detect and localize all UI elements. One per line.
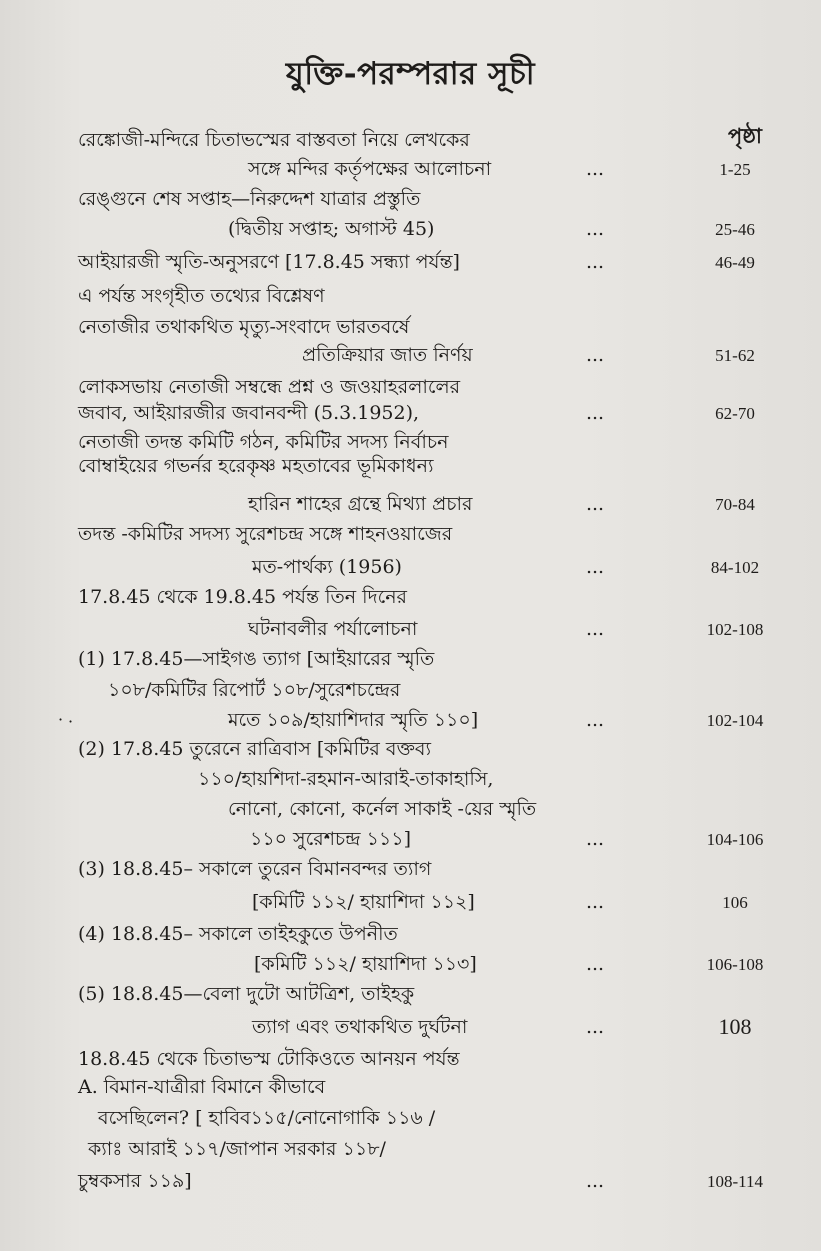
toc-entry-text: বোম্বাইয়ের গভর্নর হরেকৃষ্ণ মহতাবের ভূমিকাধন্য <box>78 455 434 477</box>
page-range: 51-62 <box>715 346 755 365</box>
toc-entry-text: (1) 17.8.45—সাইগঙ ত্যাগ [আইয়ারের স্মৃতি <box>78 648 435 670</box>
leader-dots: ... <box>585 344 605 366</box>
page-range: 106 <box>722 893 748 912</box>
leader-dots: ... <box>585 828 605 850</box>
leader-dots: ... <box>585 709 605 731</box>
toc-entry-text: চুম্বকসার ১১৯] <box>78 1170 192 1192</box>
page-range: 108-114 <box>706 1172 764 1191</box>
toc-entry-text: ১১০ সুরেশচন্দ্র ১১১] <box>250 828 411 850</box>
toc-entry-text: ক্যাঃ আরাই ১১৭/জাপান সরকার ১১৮/ <box>88 1138 386 1160</box>
page-range: 106-108 <box>706 955 764 974</box>
page-range: 102-108 <box>706 620 764 639</box>
toc-entry-text: ত্যাগ এবং তথাকথিত দুর্ঘটনা <box>252 1016 468 1038</box>
toc-entry-text: ১১০/হায়শিদা-রহমান-আরাই-তাকাহাসি, <box>198 768 494 790</box>
leader-dots: ... <box>585 251 605 273</box>
toc-entry-text: [কমিটি ১১২/ হায়াশিদা ১১৩] <box>254 953 477 975</box>
toc-entry-text: সঙ্গে মন্দির কর্তৃপক্ষের আলোচনা <box>248 158 492 180</box>
stray-mark: · <box>68 712 74 731</box>
page-title: যুক্তি-পরম্পরার সূচী <box>285 56 536 92</box>
leader-dots: ... <box>585 618 605 640</box>
toc-entry-text: (4) 18.8.45– সকালে তাইহকুতে উপনীত <box>78 923 398 945</box>
toc-entry-text: বসেছিলেন? [ হাবিব১১৫/নোনোগাকি ১১৬ / <box>98 1107 436 1129</box>
leader-dots: ... <box>585 402 605 424</box>
page-range: 108 <box>718 1014 752 1039</box>
toc-entry-text: আইয়ারজী স্মৃতি-অনুসরণে [17.8.45 সন্ধ্যা পর্যন্ত] <box>78 251 460 273</box>
leader-dots: ... <box>585 493 605 515</box>
toc-entry-text: (2) 17.8.45 তুরেনে রাত্রিবাস [কমিটির বক্তব্য <box>78 738 431 760</box>
leader-dots: ... <box>585 218 605 240</box>
leader-dots: ... <box>585 556 605 578</box>
toc-entry-text: 17.8.45 থেকে 19.8.45 পর্যন্ত তিন দিনের <box>78 586 407 608</box>
leader-dots: ... <box>585 953 605 975</box>
page-column-label: পৃষ্ঠা <box>727 123 763 148</box>
toc-entry-text: মতে ১০৯/হায়াশিদার স্মৃতি ১১০] <box>228 709 479 731</box>
toc-entry-text: 18.8.45 থেকে চিতাভস্ম টোকিওতে আনয়ন পর্যন্ত <box>78 1048 460 1070</box>
toc-entry-text: নেতাজী তদন্ত কমিটি গঠন, কমিটির সদস্য নির্বাচন <box>78 431 449 453</box>
page-range: 1-25 <box>719 160 751 179</box>
toc-entry-text: এ পর্যন্ত সংগৃহীত তথ্যের বিশ্লেষণ <box>78 285 325 307</box>
page-range: 46-49 <box>715 253 755 272</box>
toc-entry-text: ১০৮/কমিটির রিপোর্ট ১০৮/সুরেশচন্দ্রের <box>108 679 401 701</box>
toc-entry-text: রেঙ্কোজী-মন্দিরে চিতাভস্মের বাস্তবতা নিয়ে লেখকের <box>78 129 470 151</box>
toc-entry-text: হারিন শাহের গ্রন্থে মিথ্যা প্রচার <box>248 493 473 515</box>
leader-dots: ... <box>585 1016 605 1038</box>
toc-entry-text: নেতাজীর তথাকথিত মৃত্যু-সংবাদে ভারতবর্ষে <box>78 316 410 338</box>
toc-entry-text: (3) 18.8.45– সকালে তুরেন বিমানবন্দর ত্যাগ <box>78 858 432 880</box>
toc-entry-text: তদন্ত -কমিটির সদস্য সুরেশচন্দ্র সঙ্গে শাহনওয়াজের <box>78 523 453 545</box>
toc-entry-text: [কমিটি ১১২/ হায়াশিদা ১১২] <box>252 891 475 913</box>
toc-entry-text: জবাব, আইয়ারজীর জবানবন্দী (5.3.1952), <box>78 402 420 424</box>
toc-entry-text: A. বিমান-যাত্রীরা বিমানে কীভাবে <box>78 1076 326 1098</box>
page-range: 104-106 <box>706 830 764 849</box>
page-range: 25-46 <box>715 220 755 239</box>
toc-entry-text: প্রতিক্রিয়ার জাত নির্ণয় <box>302 344 473 366</box>
leader-dots: ... <box>585 891 605 913</box>
page-range: 70-84 <box>715 495 755 514</box>
toc-entry-text: (5) 18.8.45—বেলা দুটো আটত্রিশ, তাইহকু <box>78 983 415 1005</box>
toc-entry-text: নোনো, কোনো, কর্নেল সাকাই -য়ের স্মৃতি <box>228 798 537 820</box>
page-range: 62-70 <box>715 404 755 423</box>
leader-dots: ... <box>585 158 605 180</box>
stray-mark: · <box>58 710 64 729</box>
toc-entry-text: রেঙ্গুনে শেষ সপ্তাহ—নিরুদ্দেশ যাত্রার প্রস্তুতি <box>78 188 421 210</box>
page-range: 102-104 <box>706 711 764 730</box>
toc-entry-text: লোকসভায় নেতাজী সম্বন্ধে প্রশ্ন ও জওয়াহরলালের <box>78 376 461 398</box>
toc-entry-text: মত-পার্থক্য (1956) <box>252 556 402 578</box>
toc-entry-text: ঘটনাবলীর পর্যালোচনা <box>248 618 418 640</box>
leader-dots: ... <box>585 1170 605 1192</box>
toc-entry-text: (দ্বিতীয় সপ্তাহ; অগাস্ট 45) <box>228 218 435 240</box>
page-range: 84-102 <box>710 558 760 577</box>
